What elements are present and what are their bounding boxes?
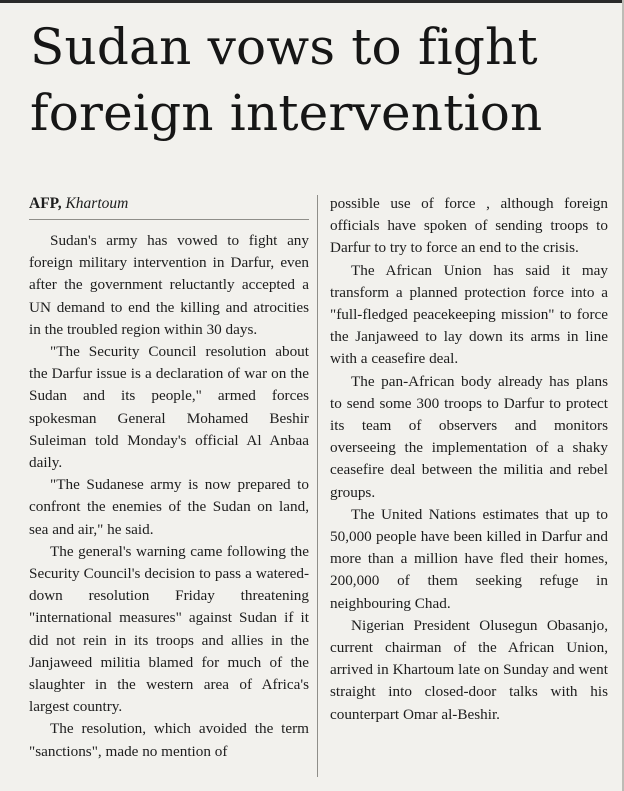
byline [29,193,309,217]
byline-agency: AFP, [29,195,62,212]
article-paragraph: The United Nations estimates that up to 50,000 people have been killed in Darfur and more than a million have fled their homes, 200,000 of them seeking refuge in neighbouring Chad. [330,505,608,612]
article-paragraph: "The Security Council resolution about the Darfur issue is a declaration of war on the Sudan and its people," armed forces spokesman General Mohamed Beshir Suleiman told Monday's official Al Anbaa daily. [29,343,309,472]
article-paragraph: The pan-African body already has plans to send some 300 troops to Darfur to protect its team of observers and monitors overseeing the implementation of a shaky ceasefire deal between the militia and rebel groups. [330,372,608,501]
article-paragraph: The general's warning came following the Security Council's decision to pass a watered-down resolution Friday threatening "international measures" against Sudan if it did not rein in its troops and allies in the Janjaweed militia blamed for much of the slaughter in the western area of Africa's largest country. [29,542,309,716]
column-divider [317,195,318,777]
article-paragraph: The African Union has said it may transform a planned protection force into a "full-fledged peacekeeping mission" to force the Janjaweed to lay down its arms in line with a ceasefire deal. [330,261,608,368]
article-column-right [330,193,608,726]
headline-line-2: foreign intervention [30,84,543,142]
article-paragraph: "The Sudanese army is now prepared to confront the enemies of the Sudan on land, sea and air," he said. [29,476,309,538]
article-column-left [29,193,309,763]
top-rule [0,0,624,3]
headline-line-1: Sudan vows to fight [30,18,538,76]
article-paragraph: Nigerian President Olusegun Obasanjo, current chairman of the African Union, arrived in Khartoum late on Sunday and went straight into closed-door talks with his counterpart Omar al-Beshir. [330,616,608,723]
byline-location: Khartoum [65,195,129,212]
article-paragraph: The resolution, which avoided the term "sanctions", made no mention of [29,720,309,760]
headline [30,14,610,146]
article-paragraph: Sudan's army has vowed to fight any foreign military intervention in Darfur, even after the government reluctantly accepted a UN demand to end the killing and atrocities in the troubled region within 30 days. [29,232,309,338]
article-paragraph-continued: possible use of force , although foreign officials have spoken of sending troops to Darfur to try to force an end to the crisis. [330,195,608,257]
byline-rule [29,219,309,220]
